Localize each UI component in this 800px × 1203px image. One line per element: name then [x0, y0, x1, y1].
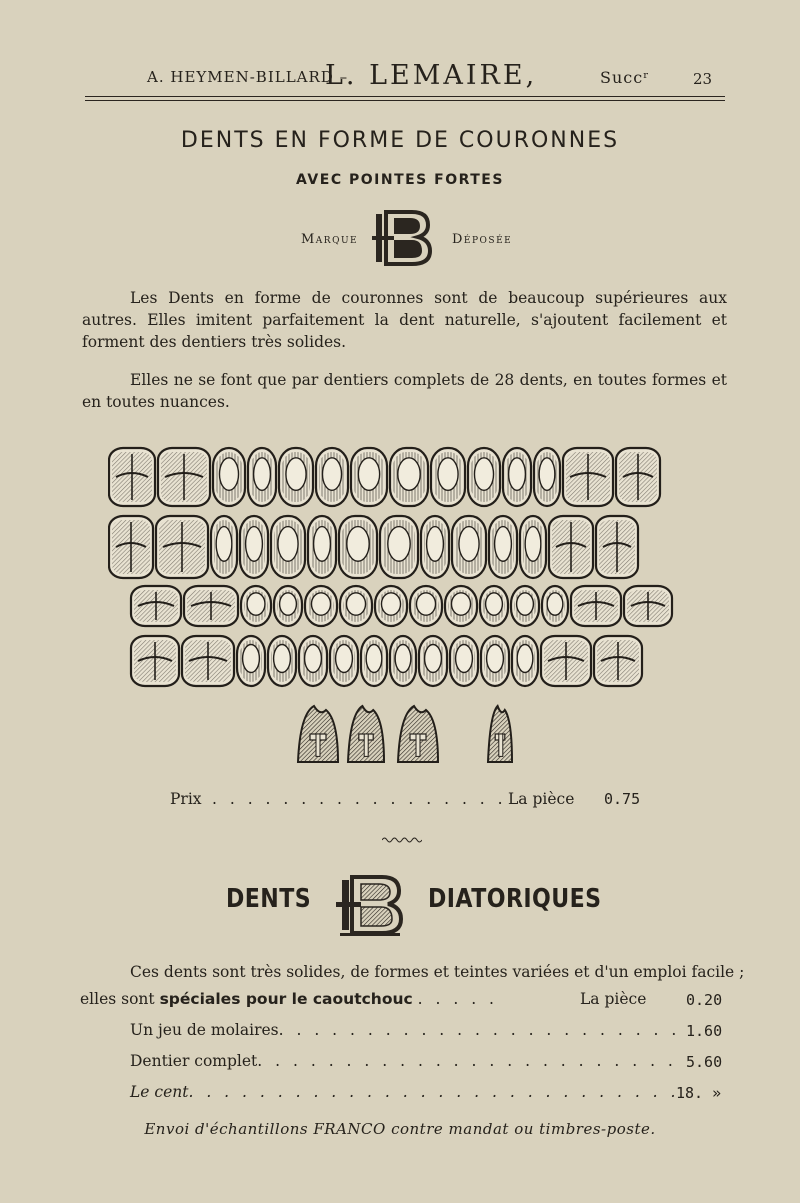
tooth-drawing — [299, 636, 327, 686]
row-value: 5.60 — [686, 1053, 723, 1071]
tooth-drawing — [131, 636, 179, 686]
header-succ-label: Succʳ — [600, 68, 650, 87]
row-leader-dots: . . . . . — [417, 990, 498, 1008]
tooth-drawing — [211, 516, 237, 578]
price-label: Prix — [170, 790, 202, 808]
page-header — [85, 62, 725, 92]
row-value: 1.60 — [686, 1022, 723, 1040]
price-row-special — [80, 990, 498, 1008]
trademark-right-label: Déposée — [452, 232, 513, 247]
tooth-drawing — [541, 636, 591, 686]
price-unit: La pièce — [508, 790, 575, 808]
tooth-drawing — [279, 448, 313, 506]
price-row-molaires — [130, 1021, 680, 1039]
price-value: 0.75 — [604, 790, 641, 808]
section1-title: DENTS EN FORME DE COURONNES — [180, 128, 620, 153]
tooth-drawing — [375, 586, 407, 626]
tooth-drawing — [340, 586, 372, 626]
tooth-drawing — [549, 516, 593, 578]
row-label: Dentier complet — [130, 1052, 258, 1070]
price-row-cent — [130, 1083, 679, 1101]
section2-title-left: DENTS — [226, 884, 312, 914]
tooth-drawing — [339, 516, 377, 578]
tooth-drawing — [503, 448, 531, 506]
b-monogram-logo — [372, 208, 434, 268]
tooth-drawing — [452, 516, 486, 578]
tooth-drawing — [316, 448, 348, 506]
section2-title-right: DIATORIQUES — [428, 884, 602, 914]
row-leader-dots: . . . . . . . . . . . . . . . . . . . . . . . — [278, 1021, 681, 1039]
teeth-engraving-illustration — [108, 440, 708, 770]
tooth-drawing — [330, 636, 358, 686]
page-number: 23 — [693, 70, 713, 88]
header-rule-bottom — [85, 100, 725, 101]
row-label: Un jeu de molaires — [130, 1021, 279, 1039]
tooth-drawing — [158, 448, 210, 506]
tooth-drawing — [520, 516, 546, 578]
row-leader-dots: . . . . . . . . . . . . . . . . . . . . . . . . . . . . — [188, 1083, 680, 1101]
tooth-drawing — [241, 586, 271, 626]
tooth-drawing — [481, 636, 509, 686]
row-label: Le cent — [130, 1083, 189, 1101]
row-label: spéciales pour le caoutchouc — [159, 990, 413, 1008]
tooth-drawing — [237, 636, 265, 686]
tooth-drawing — [184, 586, 238, 626]
tooth-drawing — [445, 586, 477, 626]
section2-intro: Ces dents sont très solides, de formes et teintes variées et d'un emploi facile ; — [130, 963, 745, 981]
tooth-drawing — [268, 636, 296, 686]
tooth-drawing — [361, 636, 387, 686]
tooth-drawing — [248, 448, 276, 506]
tooth-section-drawing — [348, 706, 384, 762]
row-unit: La pièce — [580, 990, 647, 1008]
tooth-drawing — [390, 448, 428, 506]
tooth-drawing — [616, 448, 660, 506]
tooth-drawing — [274, 586, 302, 626]
header-rule-top — [85, 96, 725, 97]
header-author: A. HEYMEN-BILLARD – — [147, 68, 349, 86]
price-leader-dots: . . . . . . . . . . . . . . . . . — [212, 790, 507, 808]
tooth-drawing — [542, 586, 568, 626]
tooth-drawing — [410, 586, 442, 626]
tooth-section-drawing — [488, 706, 512, 762]
tooth-drawing — [563, 448, 613, 506]
section1-subtitle: AVEC POINTES FORTES — [296, 172, 504, 188]
tooth-drawing — [240, 516, 268, 578]
tooth-drawing — [489, 516, 517, 578]
tooth-drawing — [431, 448, 465, 506]
tooth-drawing — [534, 448, 560, 506]
section1-paragraph-2: Elles ne se font que par dentiers complets de 28 dents, en toutes formes et en toutes nuances. — [82, 371, 727, 411]
tooth-drawing — [305, 586, 337, 626]
tooth-drawing — [182, 636, 234, 686]
row-prefix: elles sont — [80, 990, 155, 1008]
tooth-drawing — [419, 636, 447, 686]
tooth-drawing — [511, 586, 539, 626]
tooth-section-drawing — [398, 706, 438, 762]
row-leader-dots: . . . . . . . . . . . . . . . . . . . . . . . . — [257, 1052, 677, 1070]
tooth-drawing — [109, 448, 155, 506]
tooth-drawing — [109, 516, 153, 578]
tooth-drawing — [468, 448, 500, 506]
tooth-drawing — [390, 636, 416, 686]
tooth-drawing — [450, 636, 478, 686]
tooth-drawing — [594, 636, 642, 686]
tooth-section-drawing — [298, 706, 338, 762]
section1-paragraph-1: Les Dents en forme de couronnes sont de beaucoup supérieures aux autres. Elles imitent parfaitement la dent naturelle, s'ajoutent facilement et forment des dentiers très solides. — [82, 289, 727, 351]
tooth-drawing — [271, 516, 305, 578]
tooth-drawing — [156, 516, 208, 578]
tooth-drawing — [421, 516, 449, 578]
footer-note: Envoi d'échantillons FRANCO contre mandat ou timbres-poste. — [144, 1120, 656, 1138]
tooth-drawing — [213, 448, 245, 506]
tooth-drawing — [131, 586, 181, 626]
tooth-drawing — [512, 636, 538, 686]
tooth-drawing — [624, 586, 672, 626]
tooth-drawing — [351, 448, 387, 506]
b-monogram-logo-large — [336, 872, 406, 938]
row-value: 18. » — [676, 1084, 722, 1102]
tooth-drawing — [480, 586, 508, 626]
tooth-drawing — [308, 516, 336, 578]
tooth-drawing — [380, 516, 418, 578]
tooth-drawing — [596, 516, 638, 578]
price-row-dentier — [130, 1052, 677, 1070]
header-successor: L. LEMAIRE, — [325, 60, 538, 91]
row-value: 0.20 — [686, 991, 723, 1009]
trademark-left-label: Marque — [301, 232, 359, 247]
tooth-drawing — [571, 586, 621, 626]
wave-divider — [382, 836, 422, 844]
